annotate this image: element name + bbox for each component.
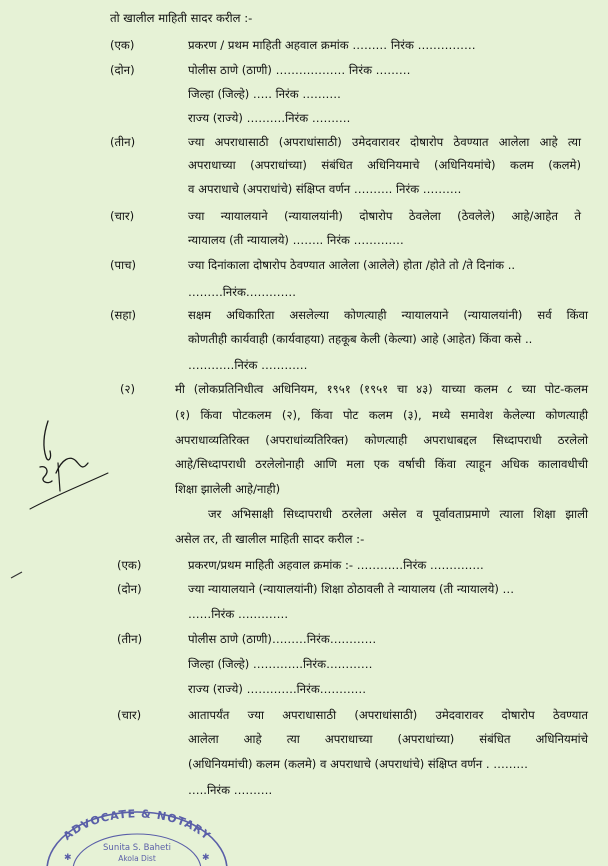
- margin-mark: [10, 570, 24, 580]
- section-2-condition-line-2: असेल तर, ती खालील माहिती सादर करील :-: [175, 532, 365, 546]
- section-2-para-line-4: आहे/सिध्दापराधी ठरलेलोनाही आणि मला एक वर्षाची किंवा त्याहून अधिक कालावधीची: [175, 457, 588, 471]
- item-6-label: (सहा): [110, 308, 137, 322]
- b-item-1-text: प्रकरण/प्रथम माहिती अहवाल क्रमांक :- …………निरंक …………..: [188, 558, 484, 572]
- b-item-4-line-4: …..निरंक ……….: [188, 783, 273, 797]
- stamp-arc-text: ADVOCATE & NOTARY: [60, 807, 214, 843]
- item-3-line-1: ज्या अपराधासाठी (अपराधांसाठी) उमेदवारावर दोषारोप ठेवण्यात आलेला आहे त्या: [188, 135, 581, 149]
- item-1-text: प्रकरण / प्रथम माहिती अहवाल क्रमांक ……… निरंक ……………: [188, 38, 476, 52]
- item-3-line-2: अपराधाच्या (अपराधांच्या) संबंधित अधिनियमाचे (अधिनियमांचे) कलम (कलमे): [188, 158, 581, 172]
- item-4-line-2: न्यायालय (ती न्यायालये) …….. निरंक ………….: [188, 233, 404, 247]
- item-5-label: (पाच): [110, 258, 136, 272]
- section-2-para-line-5: शिक्षा झालेली आहे/नाही): [175, 482, 281, 496]
- section-2-condition-line-1: जर अभिसाक्षी सिध्दापराधी ठरलेला असेल व पूर्वावताप्रमाणे त्याला शिक्षा झाली: [208, 507, 588, 521]
- b-item-3-state: राज्य (राज्ये) ………….निरंक…………: [188, 682, 367, 696]
- signature: [22, 415, 112, 510]
- b-item-3-district: जिल्हा (जिल्हे) ………….निरंक…………: [188, 657, 373, 671]
- intro-line: तो खालील माहिती सादर करील :-: [110, 11, 253, 25]
- item-5-line-1: ज्या दिनांकाला दोषारोप ठेवण्यात आलेला (आलेले) होता /होते तो /ते दिनांक ..: [188, 258, 516, 272]
- stamp-star-left: ✱: [64, 853, 72, 863]
- item-6-line-1: सक्षम अधिकारिता असलेल्या कोणत्याही न्यायालयाने (न्यायालयांनी) सर्व किंवा: [188, 308, 588, 322]
- stamp-star-right: ✱: [202, 853, 210, 863]
- section-2-number: (२): [120, 382, 136, 396]
- item-3-label: (तीन): [110, 135, 136, 149]
- stamp-name: Sunita S. Baheti: [103, 843, 171, 853]
- b-item-4-line-1: आतापर्यंत ज्या अपराधासाठी (अपराधांसाठी) उमेदवारावर दोषारोप ठेवण्यात: [188, 708, 588, 722]
- item-2-label: (दोन): [110, 63, 135, 77]
- b-item-2-line-2: ……निरंक ………….: [188, 607, 289, 621]
- b-item-4-label: (चार): [117, 708, 142, 722]
- stamp-place: Akola Dist: [118, 854, 156, 863]
- item-3-line-3: व अपराधाचे (अपराधांचे) संक्षिप्त वर्णन ………. निरंक ……….: [188, 182, 462, 196]
- section-2-para-line-3: अपराधाव्यतिरिक्त (अपराधांव्यतिरिक्त) कोणत्याही अपराधाबद्दल सिध्दापराधी ठरलेलो: [175, 433, 588, 447]
- b-item-1-label: (एक): [117, 558, 142, 572]
- item-2-state: राज्य (राज्ये) ……….निरंक ……….: [188, 111, 351, 125]
- item-6-line-3: …………निरंक …………: [188, 358, 308, 372]
- item-4-label: (चार): [110, 209, 135, 223]
- notary-stamp: [42, 806, 232, 866]
- item-5-line-2: ………निरंक………….: [188, 285, 296, 299]
- item-2-police-station: पोलीस ठाणे (ठाणी) ……………… निरंक ………: [188, 63, 411, 77]
- b-item-2-line-1: ज्या न्यायालयाने (न्यायालयांनी) शिक्षा ठोठावली ते न्यायालय (ती न्यायालये) …: [188, 582, 515, 596]
- section-2-para-line-1: मी (लोकप्रतिनिधीत्व अधिनियम, १९५१ (१९५१ चा ४३) याच्या कलम ८ च्या पोट-कलम: [175, 382, 588, 396]
- item-1-label: (एक): [110, 38, 135, 52]
- svg-text:ADVOCATE & NOTARY: [61, 807, 213, 843]
- item-4-line-1: ज्या न्यायालयाने (न्यायालयांनी) दोषारोप ठेवलेला (ठेवलेले) आहे/आहेत ते: [188, 209, 581, 223]
- section-2-para-line-2: (१) किंवा पोटकलम (२), किंवा पोट कलम (३), मध्ये समावेश केलेल्या कोणत्याही: [175, 408, 588, 422]
- b-item-4-line-2: आलेला आहे त्या अपराधाच्या (अपराधांच्या) संबंधित अधिनियमांचे: [188, 732, 588, 746]
- item-6-line-2: कोणतीही कार्यवाही (कार्यवाहया) तहकूब केली (केल्या) आहे (आहेत) किंवा कसे ..: [188, 332, 533, 346]
- b-item-3-label: (तीन): [117, 632, 143, 646]
- b-item-4-line-3: (अधिनियमांची) कलम (कलमे) व अपराधाचे (अपराधांचे) संक्षिप्त वर्णन . ………: [188, 757, 529, 771]
- item-2-district: जिल्हा (जिल्हे) ….. निरंक ……….: [188, 87, 341, 101]
- b-item-2-label: (दोन): [117, 582, 142, 596]
- b-item-3-police-station: पोलीस ठाणे (ठाणी)………निरंक…………: [188, 632, 377, 646]
